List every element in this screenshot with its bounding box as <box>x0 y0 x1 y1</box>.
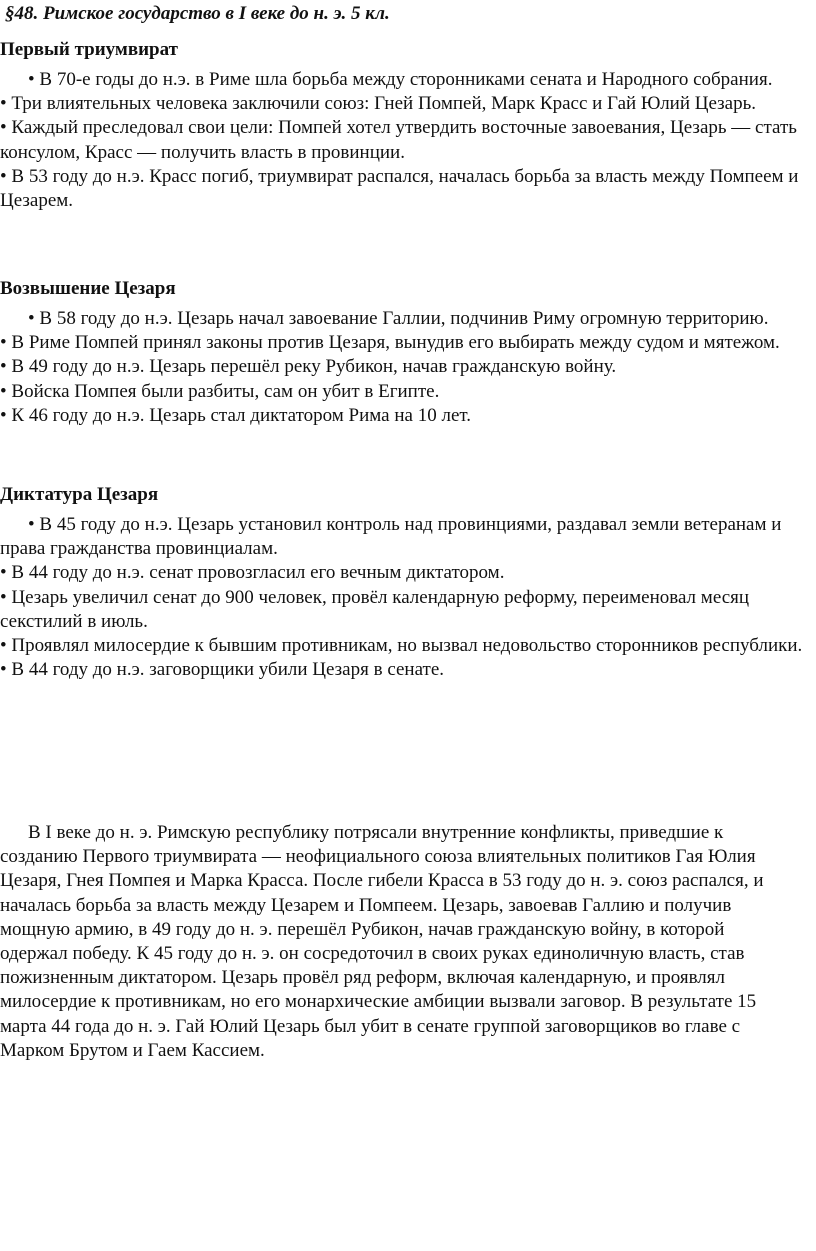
bullet-item: • Войска Помпея были разбиты, сам он убит в Египте. <box>0 380 440 402</box>
bullet-list <box>0 307 806 428</box>
bullet-item: • К 46 году до н.э. Цезарь стал диктатором Рима на 10 лет. <box>0 404 472 426</box>
bullet-item: • В 44 году до н.э. сенат провозгласил его вечным диктатором. <box>0 562 505 584</box>
bullet-item: • В 53 году до н.э. Красс погиб, триумвират распался, началась борьба за власть между Помпеем и Цезарем. <box>0 165 799 212</box>
section-heading: Возвышение Цезаря <box>0 278 176 299</box>
document-title: §48. Римское государство в I веке до н. э. 5 кл. <box>5 3 390 24</box>
section-heading: Диктатура Цезаря <box>0 484 159 505</box>
section-first-triumvirate <box>0 38 806 213</box>
bullet-item: • Каждый преследовал свои цели: Помпей хотел утвердить восточные завоевания, Цезарь — стать консулом, Красс — получить власть в провинции. <box>0 117 797 163</box>
bullet-list <box>0 68 806 213</box>
bullet-item: • В 70-е годы до н.э. в Риме шла борьба между сторонниками сената и Народного собрания. <box>28 69 773 90</box>
bullet-item: • В Риме Помпей принял законы против Цезаря, вынудив его выбирать между судом и мятежом. <box>0 332 780 354</box>
bullet-item: • В 58 году до н.э. Цезарь начал завоевание Галлии, подчинив Риму огромную территорию. <box>28 308 769 329</box>
bullet-item: • В 44 году до н.э. заговорщики убили Цезаря в сенате. <box>0 659 445 681</box>
section-caesar-dictatorship <box>0 483 806 682</box>
bullet-item: • Три влиятельных человека заключили союз: Гней Помпей, Марк Красс и Гай Юлий Цезарь. <box>0 93 757 115</box>
bullet-item: • В 49 году до н.э. Цезарь перешёл реку Рубикон, начав гражданскую войну. <box>0 356 617 378</box>
section-heading: Первый триумвират <box>0 39 178 60</box>
bullet-item: • В 45 году до н.э. Цезарь установил контроль над провинциями, раздавал земли ветеранам и права гражданства провинциалам. <box>0 514 782 560</box>
bullet-item: • Цезарь увеличил сенат до 900 человек, провёл календарную реформу, переименовал месяц секстилий в июль. <box>0 586 750 632</box>
bullet-list <box>0 513 806 682</box>
bullet-item: • Проявлял милосердие к бывшим противникам, но вызвал недовольство сторонников республики. <box>0 635 803 657</box>
summary-paragraph: В I веке до н. э. Римскую республику потрясали внутренние конфликты, приведшие к созданию Первого триумвирата — неофициального союза влиятельных политиков Гая Юлия Цезаря, Гнея Помпея и Марка Красса. После гибели Красса в 53 году до н. э. союз распался, и началась борьба за власть между Цезарем и Помпеем. Цезарь, завоевав Галлию и получив мощную армию, в 49 году до н. э. перешёл Рубикон, начав гражданскую войну, в которой одержал победу. К 45 году до н. э. он сосредоточил в своих руках единоличную власть, став пожизненным диктатором. Цезарь провёл ряд реформ, включая календарную, и проявлял милосердие к противникам, но его монархические амбиции вызвали заговор. В результате 15 марта 44 года до н. э. Гай Юлий Цезарь был убит в сенате группой заговорщиков во главе с Марком Брутом и Гаем Кассием. <box>0 822 764 1061</box>
section-rise-of-caesar <box>0 277 806 428</box>
